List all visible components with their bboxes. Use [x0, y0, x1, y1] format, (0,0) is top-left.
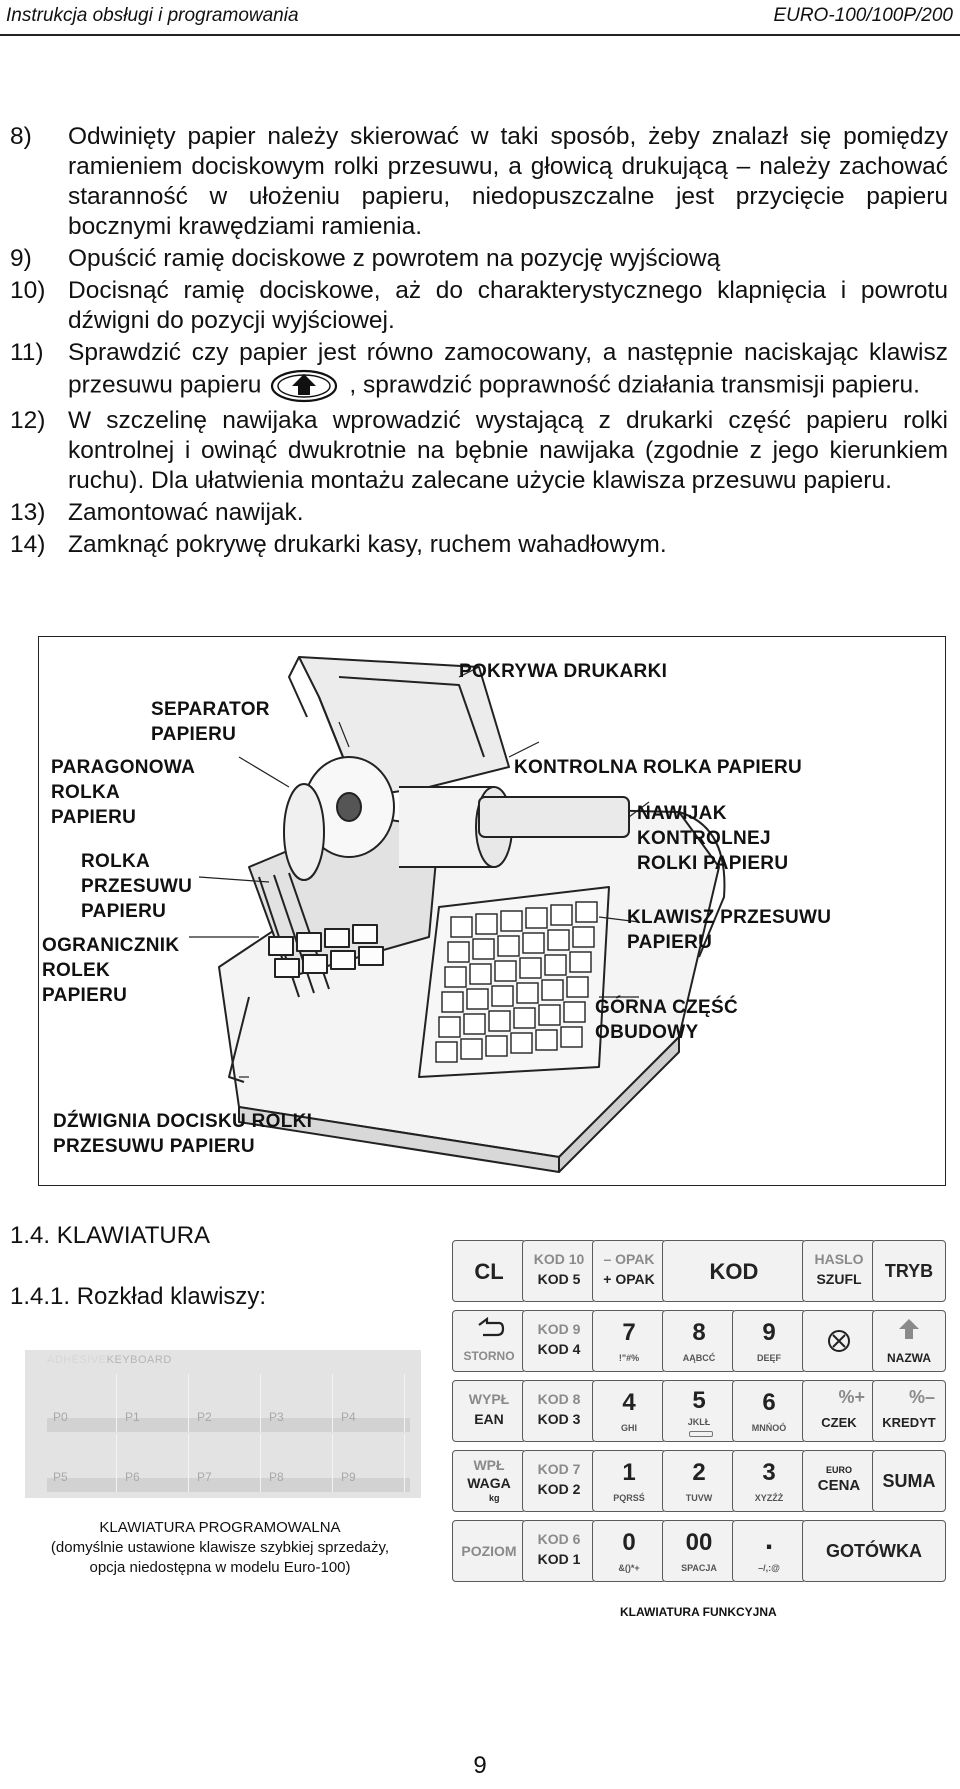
key-digit: 8	[692, 1319, 706, 1346]
key-label: + OPAK	[603, 1271, 655, 1287]
up-arrow-icon	[897, 1317, 921, 1341]
key-label-shift: KOD 9	[537, 1321, 581, 1337]
key-cl[interactable]	[452, 1240, 526, 1302]
quick-key-label: P0	[53, 1410, 68, 1424]
illustration-key	[573, 927, 594, 947]
key-kod9-kod4[interactable]	[522, 1310, 596, 1372]
step-13	[10, 498, 948, 528]
key-label: GOTÓWKA	[826, 1541, 922, 1561]
key-label: KOD 3	[537, 1411, 581, 1427]
illustration-key	[476, 914, 497, 934]
key-label: EAN	[474, 1411, 504, 1427]
key-letters: MNŃOÓ	[751, 1423, 787, 1433]
illustration-key	[520, 958, 541, 978]
step-text: Zamknąć pokrywę drukarki kasy, ruchem wahadłowym.	[68, 531, 667, 558]
quick-key-p6[interactable]	[119, 1434, 189, 1492]
adhesive-keyboard-caption	[30, 1518, 410, 1578]
illustration-key	[467, 989, 488, 1009]
key-digit: 2	[692, 1459, 706, 1486]
caption-line: opcja niedostępna w modelu Euro-100)	[89, 1559, 351, 1576]
key-label: KOD	[709, 1259, 759, 1284]
key-cena[interactable]	[802, 1450, 876, 1512]
key-label: POZIOM	[461, 1543, 517, 1559]
key-1[interactable]	[592, 1450, 666, 1512]
adhesive-keyboard	[25, 1350, 421, 1498]
key-00[interactable]	[662, 1520, 736, 1582]
key-digit: 9	[762, 1319, 776, 1346]
key-multiply[interactable]	[802, 1310, 876, 1372]
function-keyboard-caption: KLAWIATURA FUNKCYJNA	[620, 1605, 777, 1619]
header-title: Instrukcja obsługi i programowania	[6, 5, 299, 26]
illustration-key	[498, 936, 519, 956]
key-digit: 5	[692, 1387, 706, 1414]
label-feed-roll: ROLKA PRZESUWU PAPIERU	[81, 851, 193, 922]
key-storno[interactable]	[452, 1310, 526, 1372]
key-label-shift: %–	[908, 1387, 935, 1407]
caption-line: KLAWIATURA PROGRAMOWALNA	[99, 1519, 341, 1536]
illustration-key	[570, 952, 591, 972]
illustration-key	[545, 955, 566, 975]
undo-arrow-icon	[475, 1317, 505, 1339]
label-receipt-roll: PARAGONOWA ROLKA PAPIERU	[51, 757, 196, 828]
step-text: Odwinięty papier należy skierować w taki sposób, żeby znalazł się pomiędzy ramieniem dociskowym rolki przesuwu, a głowicą drukującą – należy zachować staranność w ułożeniu papieru, niedopuszczalne jest przycięcie papieru bocznymi krawędziami ramienia.	[68, 123, 948, 240]
key-label-shift: KOD 8	[537, 1391, 581, 1407]
key-6[interactable]	[732, 1380, 806, 1442]
key-digit: 4	[622, 1389, 636, 1416]
key-tryb[interactable]	[872, 1240, 946, 1302]
key-kredyt[interactable]	[872, 1380, 946, 1442]
step-12	[10, 406, 948, 496]
quick-key-p1[interactable]	[119, 1374, 189, 1432]
quick-key-p9[interactable]	[335, 1434, 405, 1492]
label-feed-key: KLAWISZ PRZESUWU PAPIERU	[627, 907, 832, 953]
illustration-key	[514, 1008, 535, 1028]
key-letters: TUVW	[685, 1493, 713, 1503]
key-wpl-waga[interactable]	[452, 1450, 526, 1512]
key-label-shift: WYPŁ	[468, 1391, 510, 1407]
key-digit: 1	[622, 1459, 636, 1486]
illustration-key	[501, 911, 522, 931]
label-printer-cover: POKRYWA DRUKARKI	[459, 661, 668, 682]
key-3[interactable]	[732, 1450, 806, 1512]
page-header	[0, 0, 960, 36]
key-label: SZUFL	[816, 1271, 862, 1287]
quick-key-label: P5	[53, 1470, 68, 1484]
illustration-key	[517, 983, 538, 1003]
quick-key-p5[interactable]	[47, 1434, 117, 1492]
key-letters: !"#%	[618, 1353, 640, 1363]
key-label-shift: KOD 7	[537, 1461, 581, 1477]
illustration-key	[448, 942, 469, 962]
quick-key-p8[interactable]	[263, 1434, 333, 1492]
step-number: 10)	[10, 277, 46, 304]
key-kod6-kod1[interactable]	[522, 1520, 596, 1582]
printer-diagram	[38, 636, 946, 1186]
illustration-key	[473, 939, 494, 959]
step-14	[10, 530, 948, 560]
instruction-list	[10, 122, 948, 562]
key-nazwa[interactable]	[872, 1310, 946, 1372]
step-text: W szczelinę nawijaka wprowadzić wystającą z drukarki część papieru rolki kontrolnej i owinąć dwukrotnie na bębnie nawijaka (zgodnie z jego kierunkiem ruchu). Dla ułatwienia montażu zalecane użycie klawisza przesuwu papieru.	[68, 407, 948, 494]
key-label-shift: WPŁ	[473, 1457, 505, 1473]
illustration-key	[486, 1036, 507, 1056]
key-label: KOD 2	[537, 1481, 581, 1497]
key-label-shift: HASLO	[814, 1251, 864, 1267]
key-letters: GHI	[620, 1423, 637, 1433]
step-number: 12)	[10, 407, 46, 434]
step-text: Zamontować nawijak.	[68, 499, 304, 526]
step-number: 14)	[10, 531, 46, 558]
key-digit: 3	[762, 1459, 776, 1486]
step-number: 13)	[10, 499, 46, 526]
step-8	[10, 122, 948, 242]
illustration-key	[542, 980, 563, 1000]
illustration-key	[561, 1027, 582, 1047]
key-letters: XYZŹŻ	[754, 1493, 784, 1503]
section-heading: 1.4. KLAWIATURA	[10, 1222, 211, 1249]
illustration-key	[439, 1017, 460, 1037]
key-2[interactable]	[662, 1450, 736, 1512]
quick-key-label: P6	[125, 1470, 140, 1484]
key-label: SUMA	[882, 1471, 936, 1491]
step-text-part: Sprawdzić czy papier jest równo zamocowany, a następnie naciskając klawisz przesuwu papieru	[68, 339, 948, 399]
adhesive-title-dark: KEYBOARD	[106, 1354, 172, 1366]
quick-key-label: P7	[197, 1470, 212, 1484]
key-label: CENA	[817, 1477, 861, 1494]
key-digit: 7	[622, 1319, 636, 1346]
quick-key-p3[interactable]	[263, 1374, 333, 1432]
key-letters: &()*+	[618, 1563, 640, 1573]
key-kod10-kod5[interactable]	[522, 1240, 596, 1302]
label-top-case: GÓRNA CZĘŚĆ OBUDOWY	[595, 997, 738, 1043]
illustration-key	[464, 1014, 485, 1034]
illustration-key	[536, 1030, 557, 1050]
label-paper-separator: SEPARATOR PAPIERU	[151, 699, 270, 745]
key-letters: DEĘF	[756, 1353, 781, 1363]
quick-key-label: P3	[269, 1410, 284, 1424]
tactile-bump-icon	[689, 1431, 713, 1437]
step-text: Opuścić ramię dociskowe z powrotem na pozycję wyjściową	[68, 245, 721, 272]
illustration-key	[564, 1002, 585, 1022]
illustration-key	[461, 1039, 482, 1059]
key-label-unit: kg	[489, 1493, 500, 1503]
key-gotowka[interactable]	[802, 1520, 946, 1582]
illustration-key	[539, 1005, 560, 1025]
key-label: NAZWA	[887, 1351, 931, 1365]
key-label: KOD 1	[537, 1551, 581, 1567]
step-9	[10, 244, 948, 274]
key-label: STORNO	[463, 1349, 515, 1363]
key-label: WAGA	[467, 1475, 511, 1491]
label-feed-lever: DŹWIGNIA DOCISKU ROLKI PRZESUWU PAPIERU	[53, 1111, 313, 1157]
key-dot[interactable]	[732, 1520, 806, 1582]
header-model: EURO-100/100P/200	[773, 5, 953, 26]
step-10	[10, 276, 948, 336]
key-kod[interactable]	[662, 1240, 806, 1302]
paper-feed-key-icon	[269, 368, 339, 404]
key-kod7-kod2[interactable]	[522, 1450, 596, 1512]
key-label-shift: %+	[838, 1387, 865, 1407]
subsection-heading: 1.4.1. Rozkład klawiszy:	[10, 1283, 267, 1310]
step-text	[68, 338, 948, 404]
key-label: TRYB	[884, 1261, 934, 1281]
key-opak[interactable]	[592, 1240, 666, 1302]
key-label-shift: EURO	[825, 1465, 852, 1475]
illustration-key	[551, 905, 572, 925]
quick-key-label: P8	[269, 1470, 284, 1484]
key-label: KOD 4	[537, 1341, 581, 1357]
illustration-key	[567, 977, 588, 997]
label-roll-limiter: OGRANICZNIK ROLEK PAPIERU	[42, 935, 180, 1006]
quick-key-label: P9	[341, 1470, 356, 1484]
key-9[interactable]	[732, 1310, 806, 1372]
illustration-key	[470, 964, 491, 984]
illustration-key	[445, 967, 466, 987]
illustration-key	[442, 992, 463, 1012]
key-label-shift: KOD 10	[533, 1251, 585, 1267]
key-czek[interactable]	[802, 1380, 876, 1442]
step-text-part: , sprawdzić poprawność działania transmisji papieru.	[349, 371, 920, 399]
quick-key-label: P4	[341, 1410, 356, 1424]
key-4[interactable]	[592, 1380, 666, 1442]
key-kod8-kod3[interactable]	[522, 1380, 596, 1442]
quick-key-label: P2	[197, 1410, 212, 1424]
page-number: 9	[473, 1752, 487, 1779]
quick-key-label: P1	[125, 1410, 140, 1424]
key-label-shift: – OPAK	[603, 1251, 655, 1267]
adhesive-key-grid	[47, 1374, 410, 1494]
key-digit: 6	[762, 1389, 776, 1416]
step-number: 8)	[10, 123, 32, 150]
key-7[interactable]	[592, 1310, 666, 1372]
quick-key-p4[interactable]	[335, 1374, 405, 1432]
illustration-key	[523, 933, 544, 953]
key-letters: –/,:@	[758, 1563, 780, 1573]
label-winder: NAWIJAK KONTROLNEJ ROLKI PAPIERU	[637, 803, 789, 874]
key-label: CL	[474, 1259, 504, 1284]
key-suma[interactable]	[872, 1450, 946, 1512]
key-wypl-ean[interactable]	[452, 1380, 526, 1442]
key-label-shift: KOD 6	[537, 1531, 581, 1547]
function-keyboard	[452, 1240, 940, 1596]
multiply-circle-icon	[826, 1328, 852, 1354]
key-poziom[interactable]	[452, 1520, 526, 1582]
quick-key-p7[interactable]	[191, 1434, 261, 1492]
key-haslo-szufl[interactable]	[802, 1240, 876, 1302]
key-digit: 00	[685, 1529, 713, 1556]
key-label: KREDYT	[882, 1415, 936, 1430]
key-digit: .	[764, 1523, 774, 1556]
key-digit: 0	[622, 1529, 636, 1556]
quick-key-p0[interactable]	[47, 1374, 117, 1432]
step-11	[10, 338, 948, 404]
illustration-key	[492, 986, 513, 1006]
caption-line: (domyślnie ustawione klawisze szybkiej sprzedaży,	[50, 1539, 390, 1556]
adhesive-title-light: ADHESIVE	[47, 1354, 107, 1366]
step-number: 9)	[10, 245, 32, 272]
illustration-key	[576, 902, 597, 922]
illustration-key	[495, 961, 516, 981]
illustration-key	[436, 1042, 457, 1062]
step-number: 11)	[10, 339, 44, 366]
key-8[interactable]	[662, 1310, 736, 1372]
key-0[interactable]	[592, 1520, 666, 1582]
key-5[interactable]	[662, 1380, 736, 1442]
step-text: Docisnąć ramię dociskowe, aż do charakterystycznego klapnięcia i powrotu dźwigni do pozycji wyjściowej.	[68, 277, 948, 334]
key-letters: AĄBCĆ	[682, 1353, 716, 1363]
key-letters: SPACJA	[681, 1563, 717, 1573]
label-control-roll: KONTROLNA ROLKA PAPIERU	[514, 757, 803, 778]
key-label: CZEK	[821, 1415, 857, 1430]
adhesive-keyboard-title	[47, 1354, 172, 1366]
quick-key-p2[interactable]	[191, 1374, 261, 1432]
key-letters: PQRSŚ	[613, 1493, 645, 1503]
illustration-key	[548, 930, 569, 950]
illustration-key	[489, 1011, 510, 1031]
key-label: KOD 5	[537, 1271, 581, 1287]
illustration-key	[511, 1033, 532, 1053]
key-letters: JKLŁ	[687, 1417, 711, 1427]
illustration-key	[526, 908, 547, 928]
illustration-key	[451, 917, 472, 937]
